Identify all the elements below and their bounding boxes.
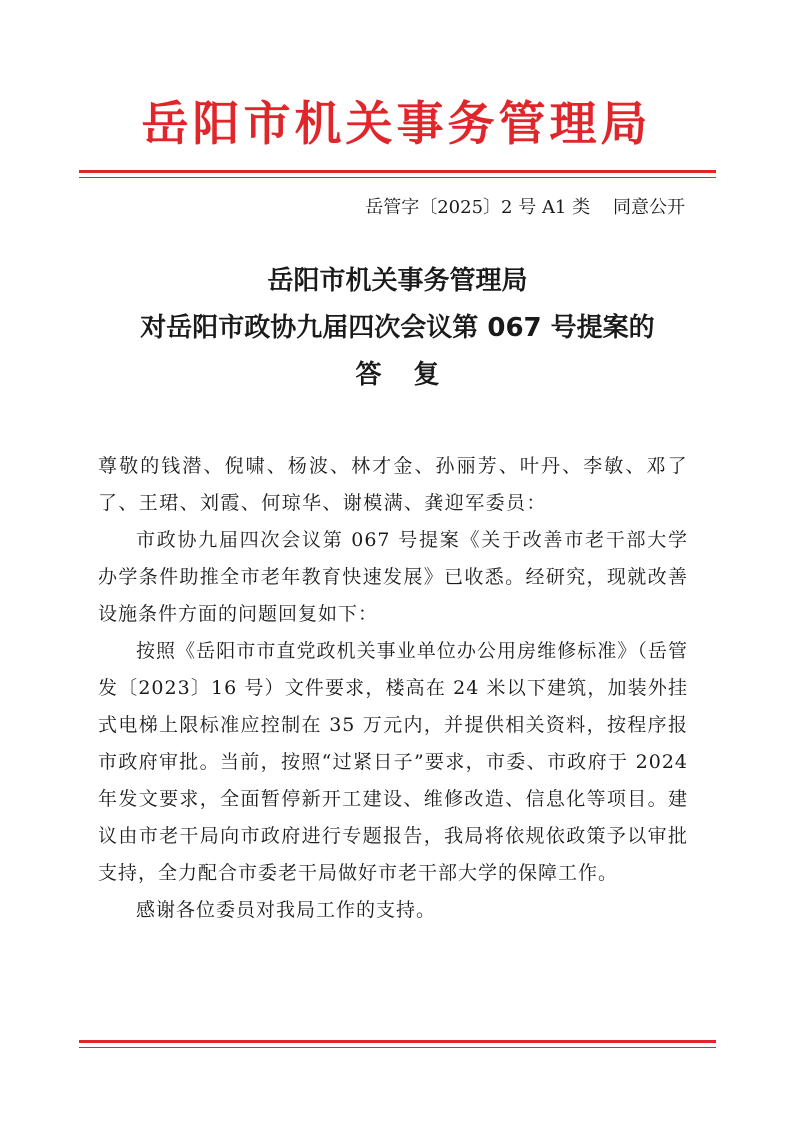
title-line-3 [60,352,735,399]
document-number: 岳管字〔2025〕2 号 A1 类 同意公开 [365,197,685,218]
footer-divider [79,1040,716,1048]
paragraph-thanks: 感谢各位委员对我局工作的支持。 [136,899,437,921]
document-body [98,448,688,929]
title-reply-char-1: 答 [355,360,382,390]
paragraph-response: 按照《岳阳市市直党政机关事业单位办公用房维修标准》（岳管发〔2023〕16 号）文件要求，楼高在 24 米以下建筑，加装外挂式电梯上限标准应控制在 35 万元内，并提供相关资料，按程序报市政府审批。当前，按照“过紧日子”要求，市委、市政府于 2024 年发文要求，全面暂停新开工建设、维修改造、信息化等项目。建议由市老干局向市政府进行专题报告，我局将依规依政策予以审批支持，全力配合市委老干局做好市老干部大学的保障工作。 [98,640,688,884]
divider-thick-line [79,170,716,173]
footer-thin-line [79,1047,716,1048]
title-line-2: 对岳阳市政协九届四次会议第 067 号提案的 [140,313,655,343]
divider-thin-line [79,177,716,178]
masthead-org-name: 岳阳市机关事务管理局 [141,97,652,152]
paragraph-receipt: 市政协九届四次会议第 067 号提案《关于改善市老干部大学办学条件助推全市老年教育快速发展》已收悉。经研究，现就改善设施条件方面的问题回复如下： [98,529,688,625]
footer-thick-line [79,1040,716,1043]
title-reply-char-2: 复 [413,360,440,390]
masthead-divider [79,170,716,178]
title-line-1: 岳阳市机关事务管理局 [267,266,528,296]
salutation: 尊敬的钱潜、倪啸、杨波、林才金、孙丽芳、叶丹、李敏、邓了了、王珺、刘霞、何琼华、谢模满、龚迎军委员： [98,455,688,514]
document-title [60,258,735,399]
